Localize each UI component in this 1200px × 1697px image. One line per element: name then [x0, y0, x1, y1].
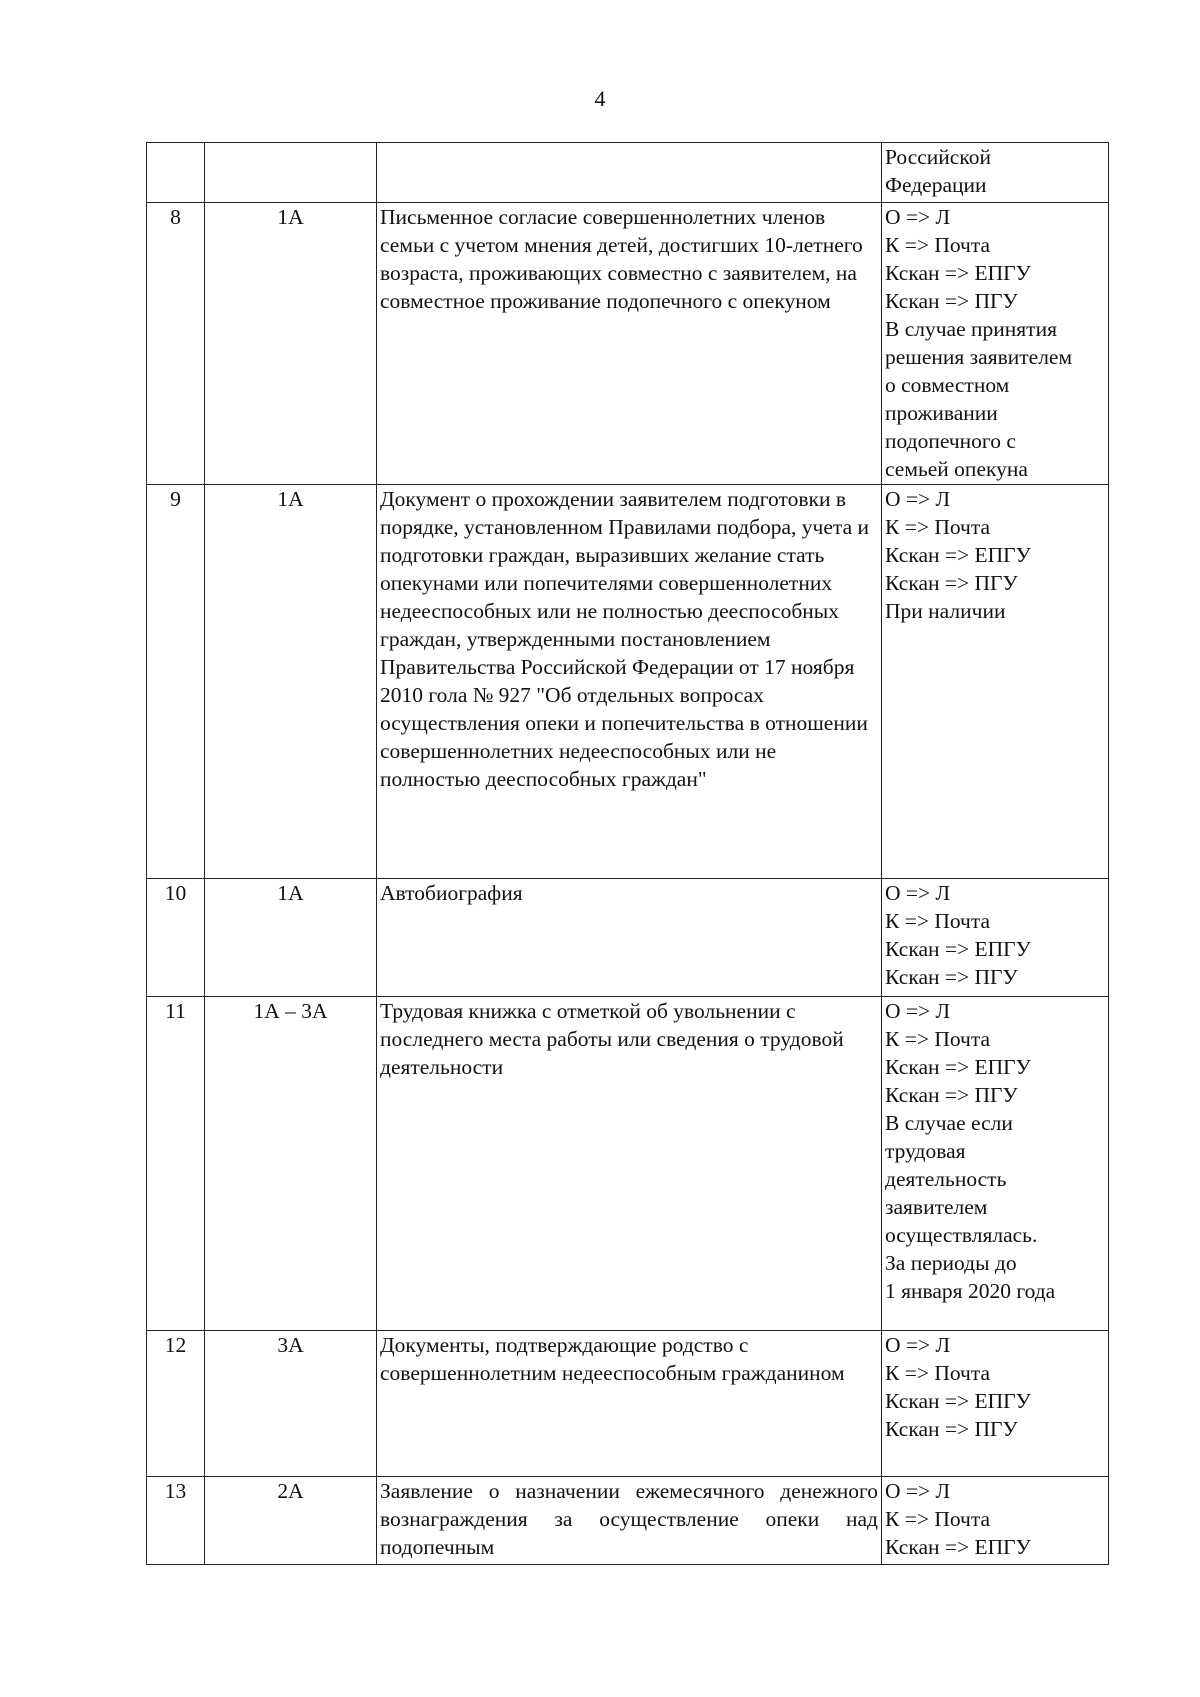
page-number: 4 — [594, 86, 606, 111]
method-line: К => Почта — [885, 909, 991, 933]
row-document-name — [377, 143, 882, 203]
method-line: трудовая — [885, 1139, 966, 1163]
method-line: проживании — [885, 401, 998, 425]
row-number: 10 — [147, 879, 205, 997]
row-number: 13 — [147, 1477, 205, 1565]
row-document-name: Автобиография — [377, 879, 882, 997]
row-methods — [882, 879, 1109, 997]
row-document-name: Трудовая книжка с отметкой об увольнении с последнего места работы или сведения о трудовой деятельности — [377, 997, 882, 1331]
row-methods — [882, 997, 1109, 1331]
method-line: о совместном — [885, 373, 1010, 397]
row-category — [205, 143, 377, 203]
method-line: Кскан => ЕПГУ — [885, 543, 1031, 567]
method-line: подопечного с — [885, 429, 1016, 453]
method-line: Кскан => ПГУ — [885, 1417, 1018, 1441]
method-line: Кскан => ЕПГУ — [885, 1055, 1031, 1079]
method-line: Кскан => ЕПГУ — [885, 1535, 1031, 1559]
method-line: К => Почта — [885, 233, 991, 257]
documents-table — [146, 142, 1109, 1565]
row-number: 8 — [147, 203, 205, 485]
row-number: 12 — [147, 1331, 205, 1477]
method-line: О => Л — [885, 205, 951, 229]
row-category: 3А — [205, 1331, 377, 1477]
row-number: 11 — [147, 997, 205, 1331]
row-methods — [882, 1331, 1109, 1477]
row-methods — [882, 485, 1109, 879]
row-methods — [882, 143, 1109, 203]
method-line: К => Почта — [885, 515, 991, 539]
row-methods — [882, 203, 1109, 485]
table-row — [147, 143, 1109, 203]
table-row — [147, 1477, 1109, 1565]
table-row — [147, 879, 1109, 997]
table-row — [147, 485, 1109, 879]
method-line: Кскан => ЕПГУ — [885, 937, 1031, 961]
row-number — [147, 143, 205, 203]
method-line: К => Почта — [885, 1507, 991, 1531]
row-category: 1А — [205, 203, 377, 485]
table-row — [147, 1331, 1109, 1477]
row-document-name-text: Заявление о назначении ежемесячного денежного вознаграждения за осуществление опеки над подопечным — [380, 1479, 878, 1559]
method-line: Кскан => ПГУ — [885, 965, 1018, 989]
method-line: При наличии — [885, 599, 1006, 623]
method-line: семьей опекуна — [885, 457, 1028, 481]
method-line: В случае принятия — [885, 317, 1057, 341]
table-row — [147, 203, 1109, 485]
method-line: Кскан => ПГУ — [885, 1083, 1018, 1107]
method-line: Кскан => ПГУ — [885, 571, 1018, 595]
row-methods — [882, 1477, 1109, 1565]
method-line: К => Почта — [885, 1027, 991, 1051]
method-line: О => Л — [885, 487, 951, 511]
row-category: 2А — [205, 1477, 377, 1565]
row-number: 9 — [147, 485, 205, 879]
method-line: В случае если — [885, 1111, 1013, 1135]
method-line: Кскан => ЕПГУ — [885, 1389, 1031, 1413]
row-document-name — [377, 1477, 882, 1565]
method-line: О => Л — [885, 999, 951, 1023]
method-line: О => Л — [885, 1479, 951, 1503]
method-line: 1 января 2020 года — [885, 1279, 1056, 1303]
table-row — [147, 997, 1109, 1331]
method-line: деятельность — [885, 1167, 1007, 1191]
method-line: О => Л — [885, 1333, 951, 1357]
row-document-name: Документ о прохождении заявителем подготовки в порядке, установленном Правилами подбора, учета и подготовки граждан, выразивших желание стать опекунами или попечителями совершеннолетних недееспособных или не полностью дееспособных граждан, утвержденными постановлением Правительства Российской Федерации от 17 ноября 2010 гола № 927 "Об отдельных вопросах осуществления опеки и попечительства в отношении совершеннолетних недееспособных или не полностью дееспособных граждан" — [377, 485, 882, 879]
row-category: 1А — [205, 485, 377, 879]
method-line: Российской — [885, 145, 991, 169]
method-line: О => Л — [885, 881, 951, 905]
method-line: осуществлялась. — [885, 1223, 1038, 1247]
method-line: решения заявителем — [885, 345, 1073, 369]
row-category: 1А – 3А — [205, 997, 377, 1331]
method-line: Федерации — [885, 173, 987, 197]
row-document-name: Письменное согласие совершеннолетних членов семьи с учетом мнения детей, достигших 10-летнего возраста, проживающих совместно с заявителем, на совместное проживание подопечного с опекуном — [377, 203, 882, 485]
row-category: 1А — [205, 879, 377, 997]
method-line: Кскан => ЕПГУ — [885, 261, 1031, 285]
row-document-name: Документы, подтверждающие родство с совершеннолетним недееспособным гражданином — [377, 1331, 882, 1477]
method-line: За периоды до — [885, 1251, 1017, 1275]
method-line: К => Почта — [885, 1361, 991, 1385]
method-line: Кскан => ПГУ — [885, 289, 1018, 313]
method-line: заявителем — [885, 1195, 988, 1219]
